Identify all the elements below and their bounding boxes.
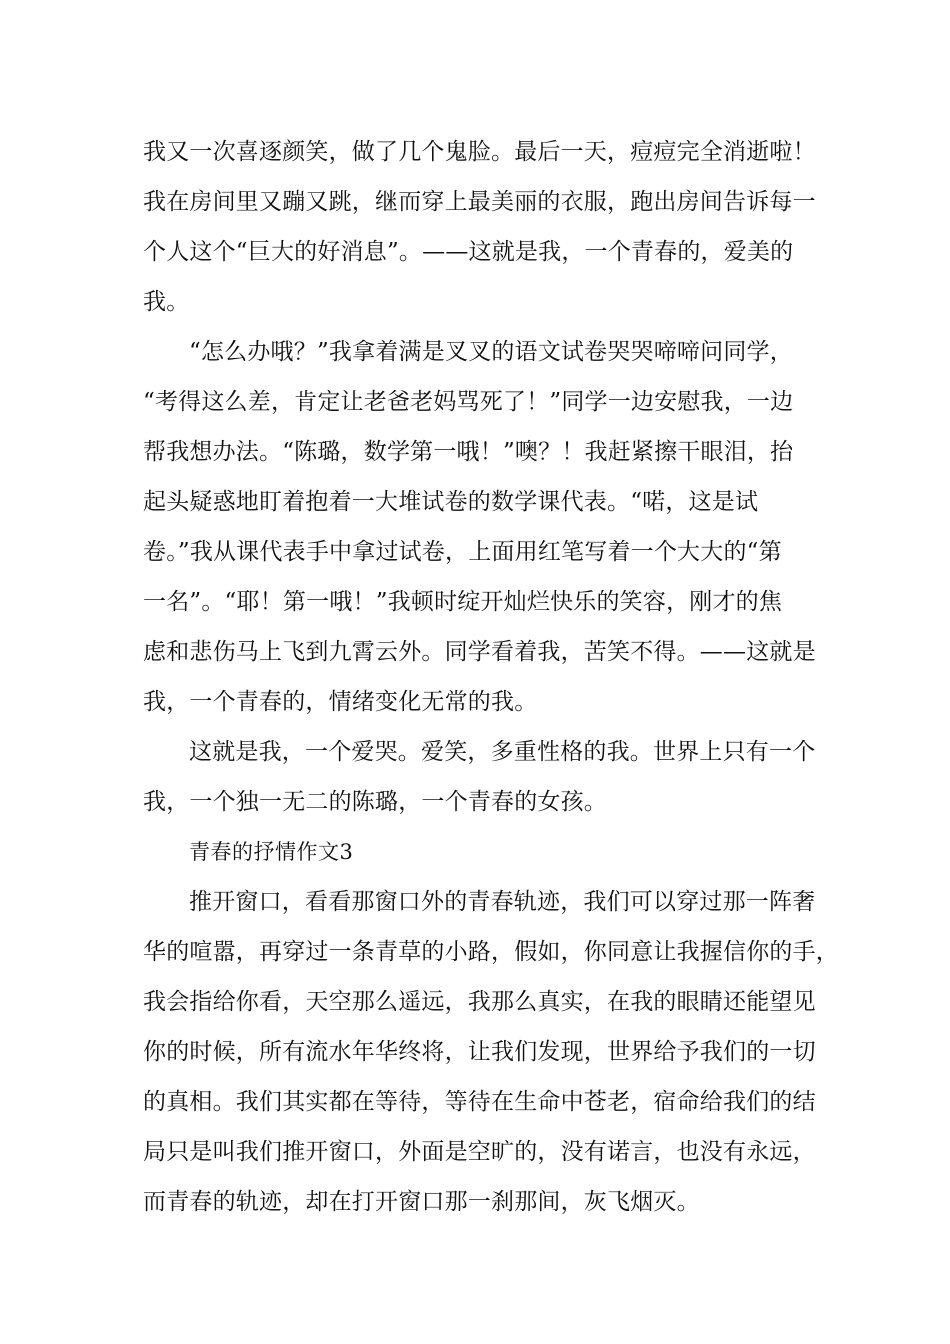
paragraph-3-line-2: 我，一个独一无二的陈璐，一个青春的女孩。 — [143, 789, 607, 815]
section-heading: 青春的抒情作文3 — [189, 840, 354, 864]
paragraph-2-line-8: 我，一个青春的，情绪变化无常的我。 — [143, 689, 538, 715]
paragraph-1-line-2: 我在房间里又蹦又跳，继而穿上最美丽的衣服，跑出房间告诉每一 — [143, 189, 816, 215]
paragraph-2-line-3: 帮我想办法。“陈璐，数学第一哦！”噢？！我赶紧擦干眼泪，抬 — [143, 439, 794, 465]
paragraph-2-line-7: 虑和悲伤马上飞到九霄云外。同学看着我，苦笑不得。——这就是 — [143, 639, 816, 665]
paragraph-1-line-3: 个人这个“巨大的好消息”。——这就是我，一个青春的，爱美的 — [143, 239, 794, 265]
paragraph-5-line-4: 你的时候，所有流水年华终将，让我们发现，世界给予我们的一切 — [143, 1039, 816, 1065]
paragraph-5-line-5: 的真相。我们其实都在等待，等待在生命中苍老，宿命给我们的结 — [143, 1089, 816, 1115]
paragraph-2-line-2: “考得这么差，肯定让老爸老妈骂死了！”同学一边安慰我，一边 — [143, 389, 794, 415]
paragraph-5-line-2: 华的喧嚣，再穿过一条青草的小路，假如，你同意让我握信你的手， — [143, 939, 839, 965]
paragraph-3-line-1: 这就是我，一个爱哭。爱笑，多重性格的我。世界上只有一个 — [189, 739, 816, 765]
paragraph-2-line-4: 起头疑惑地盯着抱着一大堆试卷的数学课代表。“喏，这是试 — [143, 489, 759, 515]
paragraph-5-line-3: 我会指给你看，天空那么遥远，我那么真实，在我的眼睛还能望见 — [143, 989, 816, 1015]
paragraph-2-line-6: 一名”。“耶！第一哦！”我顿时绽开灿烂快乐的笑容，刚才的焦 — [143, 589, 783, 615]
paragraph-1-line-4: 我。 — [143, 289, 190, 315]
paragraph-5-line-7: 而青春的轨迹，却在打开窗口那一刹那间，灰飞烟灭。 — [143, 1189, 700, 1215]
paragraph-2-line-5: 卷。”我从课代表手中拿过试卷，上面用红笔写着一个大大的“第 — [143, 539, 782, 565]
paragraph-5-line-1: 推开窗口，看看那窗口外的青春轨迹，我们可以穿过那一阵奢 — [189, 889, 816, 915]
paragraph-2-line-1: “怎么办哦？”我拿着满是叉叉的语文试卷哭哭啼啼问同学， — [189, 339, 793, 365]
paragraph-1-line-1: 我又一次喜逐颜笑，做了几个鬼脸。最后一天，痘痘完全消逝啦！ — [143, 139, 816, 165]
paragraph-5-line-6: 局只是叫我们推开窗口，外面是空旷的，没有诺言，也没有永远， — [143, 1139, 816, 1165]
